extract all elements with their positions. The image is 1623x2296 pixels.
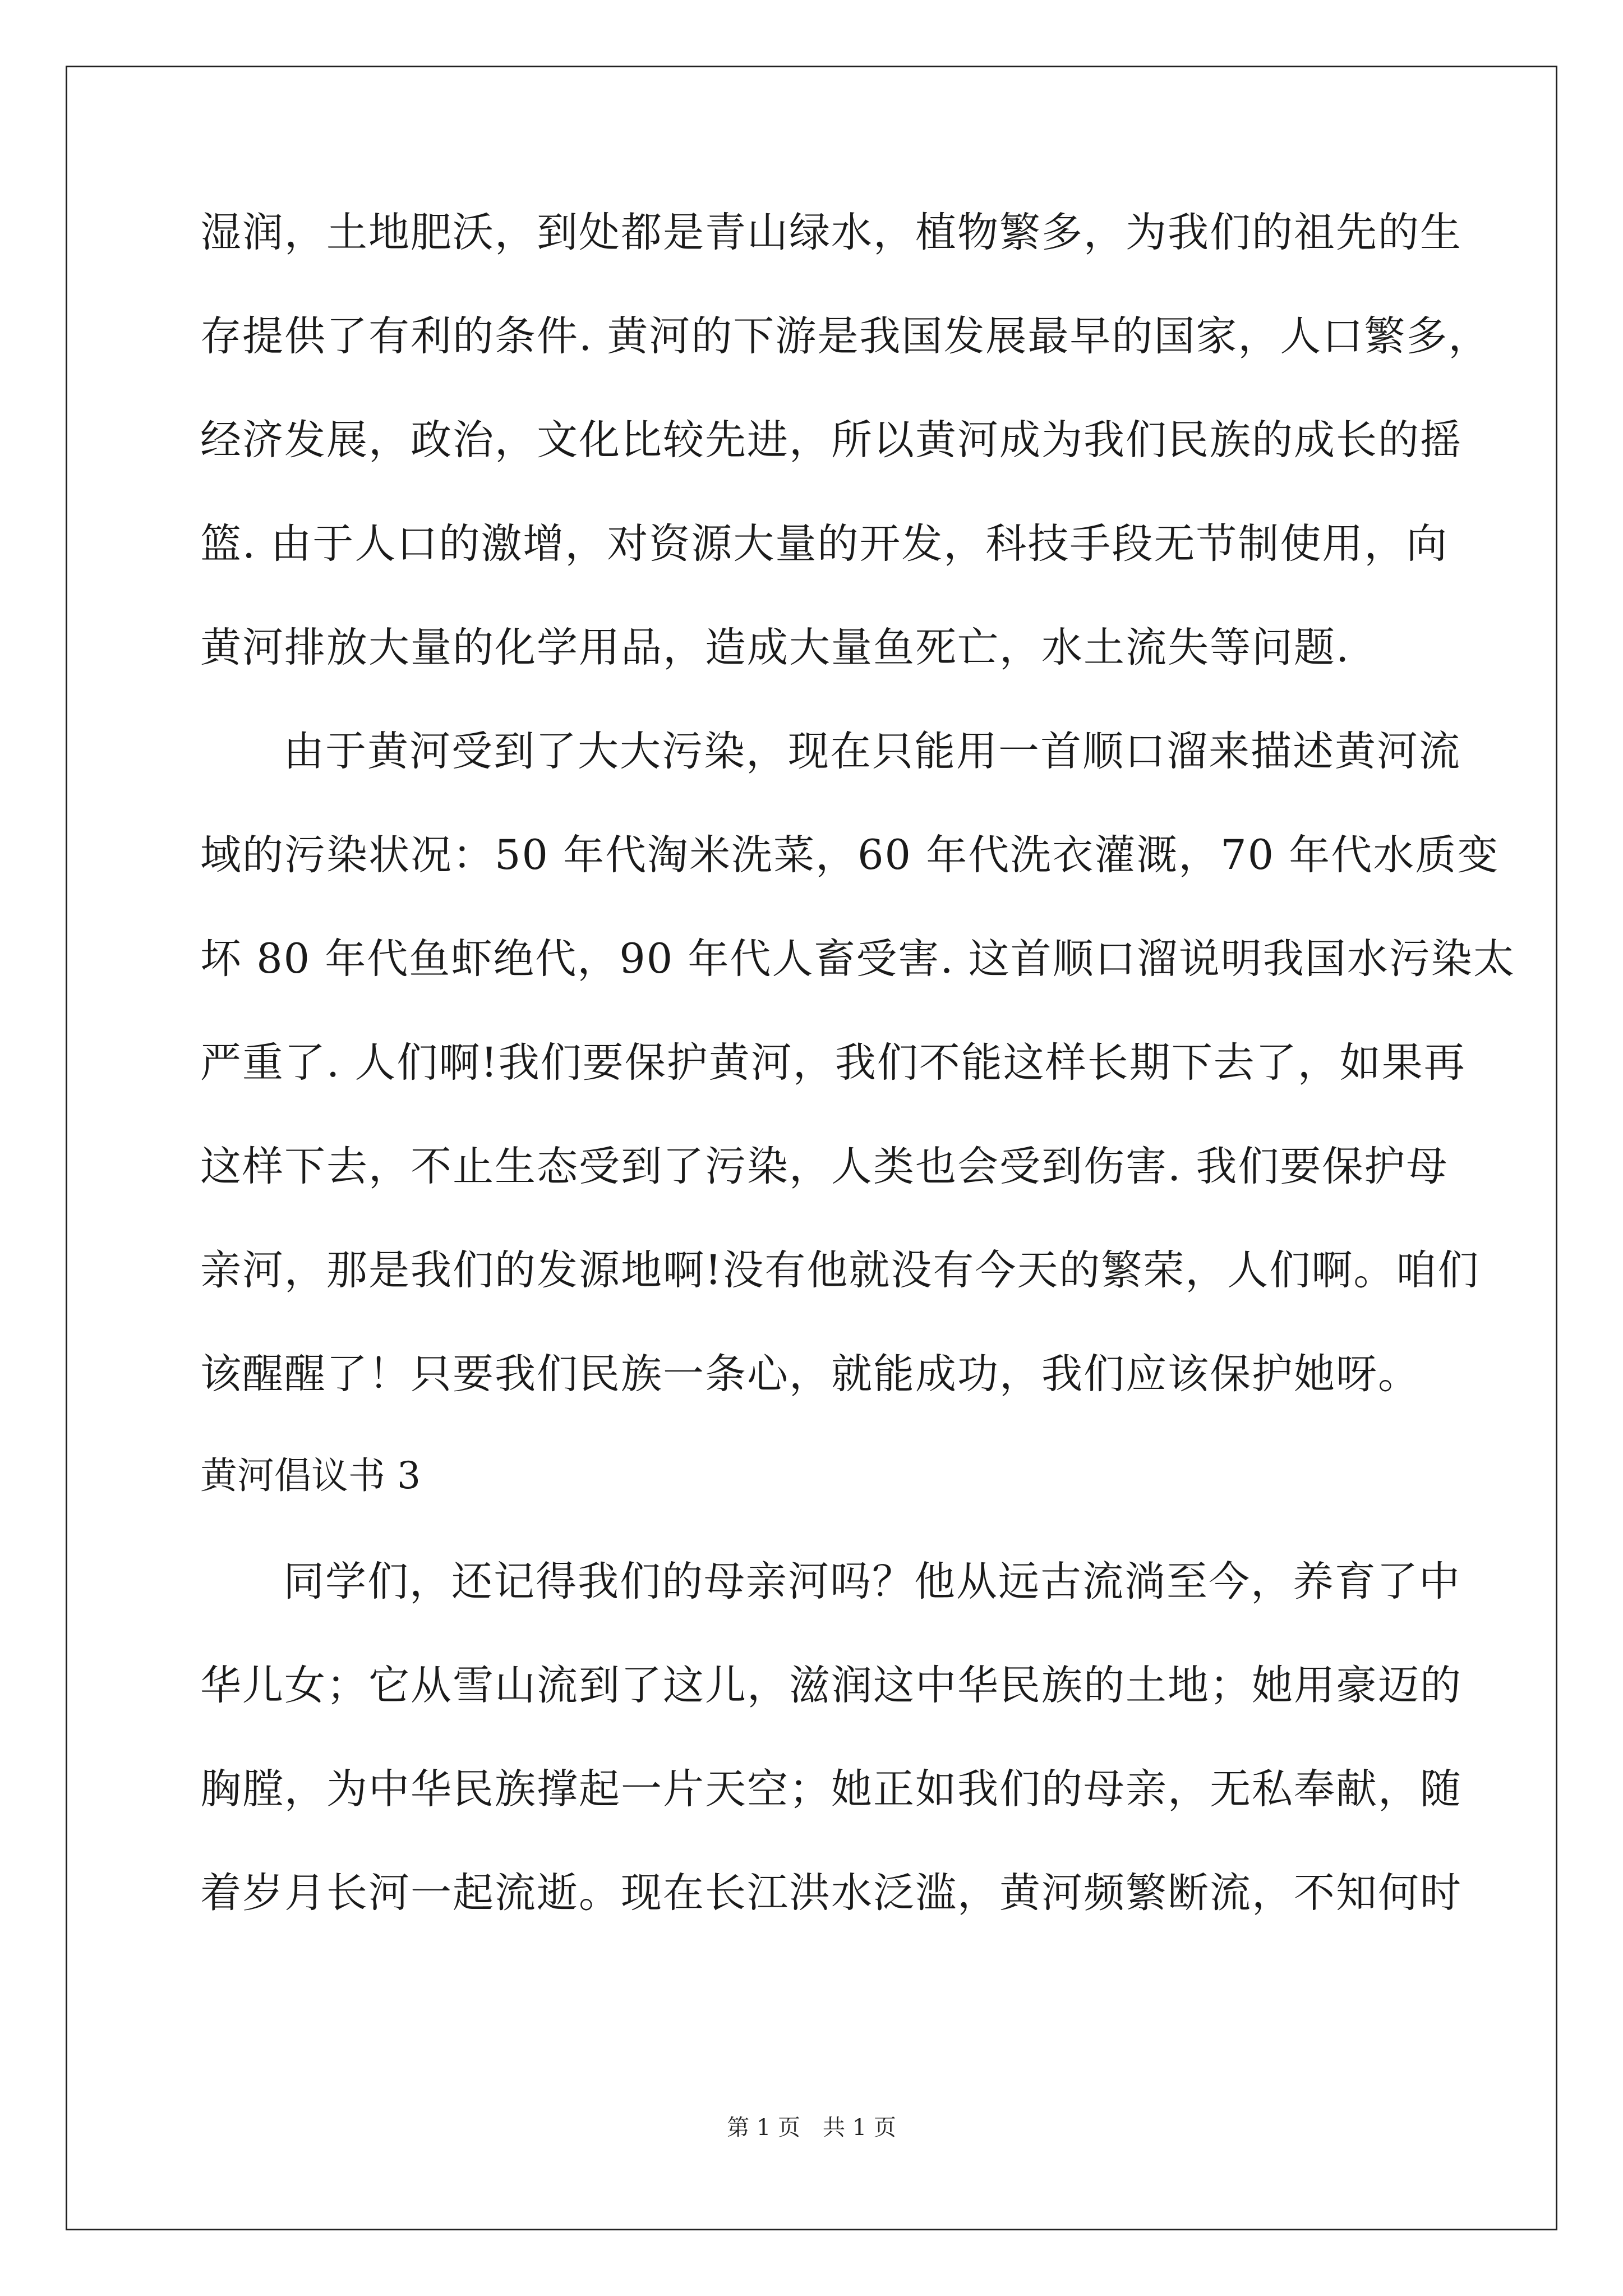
text-line-content: 华儿女；它从雪山流到了这儿，滋润这中华民族的土地；她用豪迈的 (200, 1662, 1462, 1709)
paragraph-start-line (200, 1558, 1461, 1665)
text-line (200, 831, 1500, 938)
text-line (200, 416, 1462, 523)
text-line-content: 该醒醒了！只要我们民族一条心，就能成功，我们应该保护她呀。 (200, 1350, 1420, 1398)
text-line (200, 1246, 1480, 1354)
text-line-content: 胸膛，为中华民族撑起一片天空；她正如我们的母亲，无私奉献，随 (200, 1765, 1462, 1813)
text-line-content: 黄河排放大量的化学用品，造成大量鱼死亡，水土流失等问题. (200, 624, 1350, 671)
text-line (200, 209, 1462, 316)
text-line (200, 935, 1515, 1042)
text-line-content: 坏 80 年代鱼虾绝代，90 年代人畜受害. 这首顺口溜说明我国水污染太 (200, 935, 1515, 983)
text-line-content: 湿润，土地肥沃，到处都是青山绿水，植物繁多，为我们的祖先的生 (200, 209, 1462, 256)
text-line (200, 1869, 1462, 1976)
text-line-content: 经济发展，政治，文化比较先进，所以黄河成为我们民族的成长的摇 (200, 416, 1462, 464)
text-line-content: 存提供了有利的条件. 黄河的下游是我国发展最早的国家，人口繁多， (200, 312, 1491, 360)
text-line-content: 由于黄河受到了大大污染，现在只能用一首顺口溜来描述黄河流 (283, 728, 1461, 775)
text-line-content: 域的污染状况：50 年代淘米洗菜，60 年代洗衣灌溉，70 年代水质变 (200, 831, 1500, 879)
text-line (200, 1662, 1462, 1769)
text-line-content: 亲河，那是我们的发源地啊!没有他就没有今天的繁荣，人们啊。咱们 (200, 1246, 1480, 1294)
text-line (200, 1039, 1466, 1146)
section-heading (200, 1454, 1434, 1561)
text-line-content: 这样下去，不止生态受到了污染，人类也会受到伤害. 我们要保护母 (200, 1143, 1449, 1190)
text-line-content: 同学们，还记得我们的母亲河吗？他从远古流淌至今，养育了中 (283, 1558, 1461, 1605)
text-line (200, 520, 1449, 627)
text-line (200, 1143, 1449, 1250)
document-body (200, 209, 1515, 1976)
text-line-content: 严重了. 人们啊!我们要保护黄河，我们不能这样长期下去了，如果再 (200, 1039, 1466, 1087)
text-line-content: 着岁月长河一起流逝。现在长江洪水泛滥，黄河频繁断流，不知何时 (200, 1869, 1462, 1917)
section-heading-text: 黄河倡议书 3 (200, 1454, 421, 1497)
page-number-footer: 第 1 页 共 1 页 (727, 2115, 896, 2141)
paragraph-start-line (200, 728, 1461, 835)
text-line-content: 篮. 由于人口的激增，对资源大量的开发，科技手段无节制使用，向 (200, 520, 1449, 568)
text-line (200, 312, 1491, 420)
text-line (200, 624, 1434, 731)
text-line (200, 1765, 1462, 1872)
text-line (200, 1350, 1434, 1457)
